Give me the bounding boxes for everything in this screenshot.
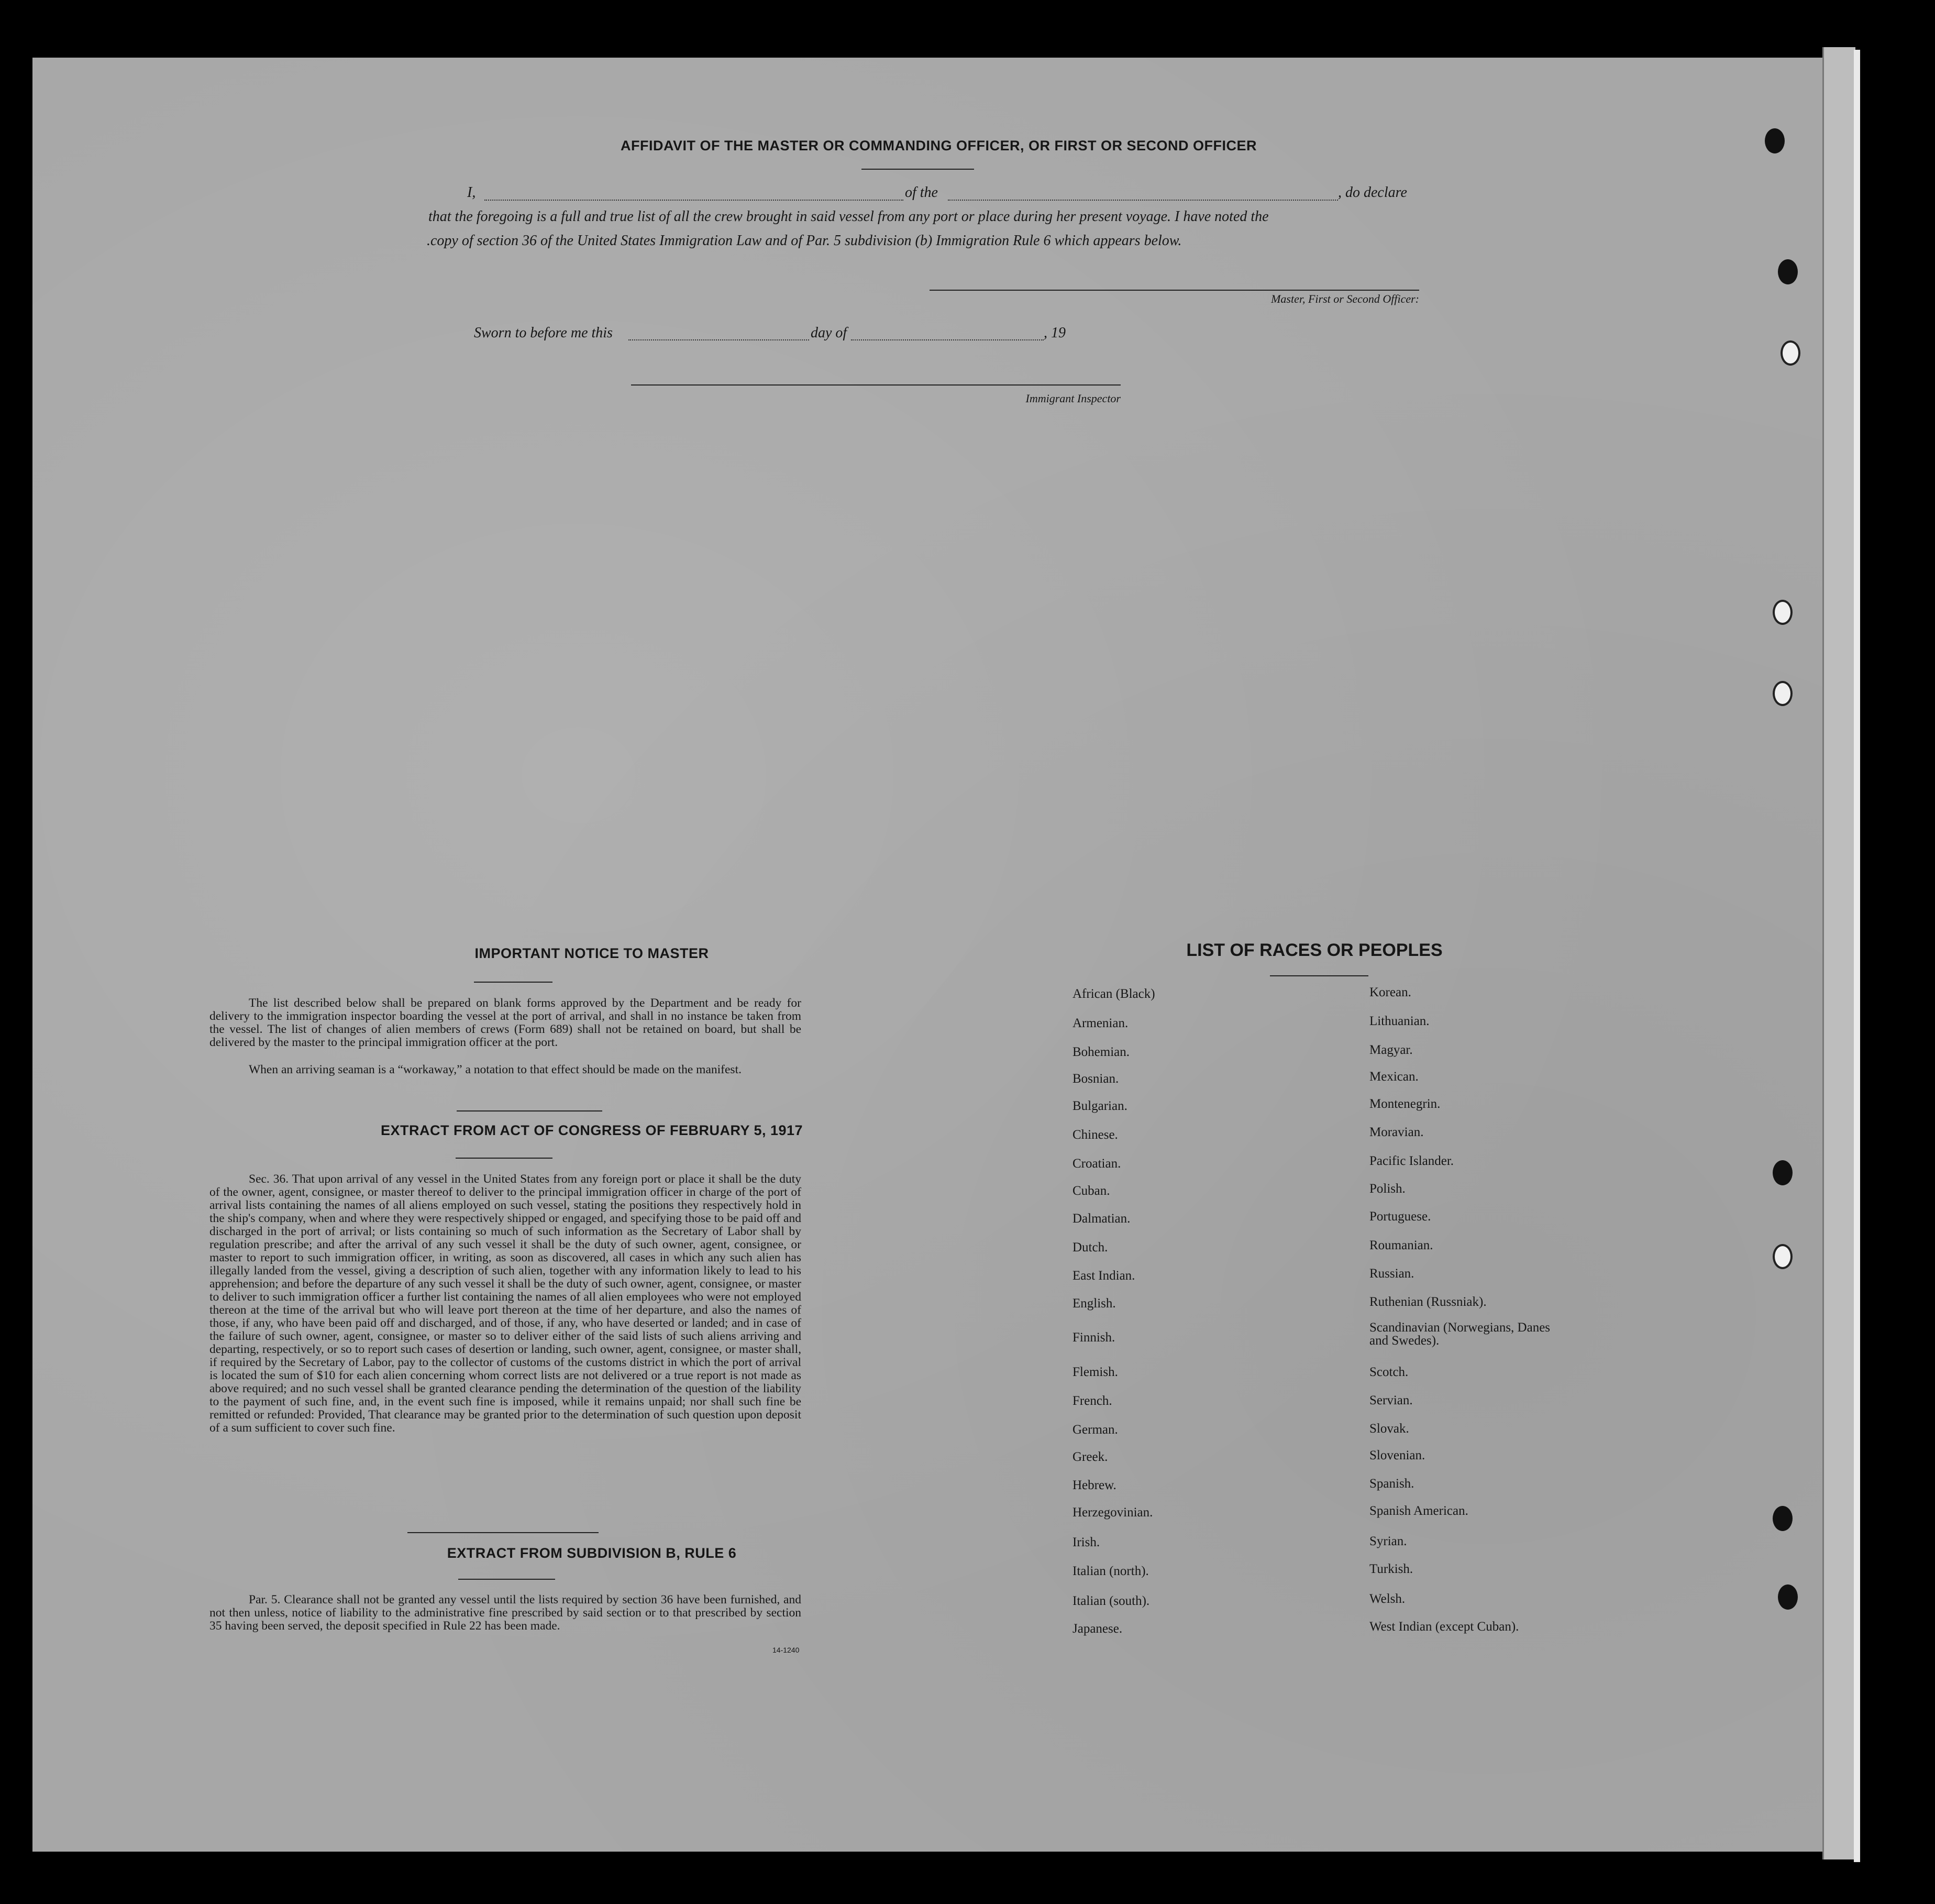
race-item: French. [1072, 1394, 1112, 1408]
race-item: Chinese. [1072, 1128, 1118, 1142]
races-title: LIST OF RACES OR PEOPLES [1186, 940, 1443, 960]
binder-hole [1778, 1584, 1798, 1610]
race-item: Slovenian. [1369, 1448, 1425, 1462]
rule-par-5-text: Par. 5. Clearance shall not be granted any vessel until the lists required by section 36 have been furnished, and not then unless, notice of liability to the administrative fine prescribed by said section or to that prescribed by section 35 having been served, the deposit specified in Rule 22 has been made. [209, 1593, 801, 1633]
signature-caption: Master, First or Second Officer: [1271, 292, 1419, 305]
act-extract-title: EXTRACT FROM ACT OF CONGRESS OF FEBRUARY 5, 1917 [380, 1122, 803, 1138]
race-item: Slovak. [1369, 1422, 1409, 1436]
race-item: Spanish. [1369, 1477, 1414, 1491]
race-item: Irish. [1072, 1535, 1100, 1549]
race-item: Russian. [1369, 1267, 1414, 1281]
signature-line [930, 290, 1419, 291]
form-number: 14-1240 [772, 1646, 800, 1654]
race-item: Herzegovinian. [1072, 1505, 1153, 1520]
race-item: Welsh. [1369, 1592, 1406, 1606]
race-item: Italian (south). [1072, 1594, 1150, 1608]
notice-title: IMPORTANT NOTICE TO MASTER [474, 945, 709, 961]
affidavit-line-3: .copy of section 36 of the United States Immigration Law and of Par. 5 subdivision (b) Immigration Rule 6 which appears below. [427, 233, 1182, 249]
race-item: Pacific Islander. [1369, 1154, 1454, 1168]
race-item: East Indian. [1072, 1269, 1135, 1283]
binder-hole [1773, 681, 1793, 706]
sworn-day-blank [628, 339, 809, 340]
race-item: African (Black) [1072, 987, 1155, 1001]
affidavit-do-declare: , do declare [1338, 184, 1407, 201]
race-item: Greek. [1072, 1450, 1108, 1464]
affidavit-i-label: I, [467, 184, 476, 201]
race-item: Croatian. [1072, 1157, 1121, 1171]
binder-hole [1773, 1160, 1793, 1185]
binder-hole [1778, 259, 1798, 284]
race-item: Spanish American. [1369, 1504, 1468, 1518]
title-underline [861, 169, 974, 170]
act-title-underline [456, 1158, 552, 1159]
race-item: Montenegrin. [1369, 1097, 1441, 1111]
page-edge-strip [1822, 47, 1855, 1859]
race-item: Bosnian. [1072, 1072, 1119, 1086]
race-item: Cuban. [1072, 1184, 1110, 1198]
notice-underline [474, 982, 552, 983]
race-item: Scotch. [1369, 1365, 1409, 1379]
race-item: Dalmatian. [1072, 1212, 1131, 1226]
race-item: Hebrew. [1072, 1478, 1116, 1492]
inspector-signature-line [631, 384, 1121, 386]
race-item: Polish. [1369, 1182, 1406, 1196]
race-item: Bohemian. [1072, 1045, 1130, 1059]
binder-hole [1773, 600, 1793, 625]
binder-hole [1765, 128, 1785, 153]
race-item: Bulgarian. [1072, 1099, 1127, 1113]
binder-hole [1781, 340, 1800, 366]
race-item: Syrian. [1369, 1534, 1407, 1548]
affidavit-of-the: of the [905, 184, 938, 201]
binder-hole [1773, 1506, 1793, 1531]
affidavit-title: AFFIDAVIT OF THE MASTER OR COMMANDING OFFICER, OR FIRST OR SECOND OFFICER [621, 138, 1257, 153]
rule-extract-title: EXTRACT FROM SUBDIVISION B, RULE 6 [447, 1545, 737, 1561]
notice-paragraph-2: When an arriving seaman is a “workaway,” a notation to that effect should be made on the manifest. [249, 1063, 742, 1076]
section-divider [457, 1110, 602, 1111]
race-item: Roumanian. [1369, 1238, 1433, 1252]
race-item: Ruthenian (Russniak). [1369, 1295, 1487, 1309]
month-blank [851, 339, 1044, 340]
page-right-edge [1854, 50, 1860, 1862]
day-of-label: day of [811, 325, 847, 341]
race-item: Portuguese. [1369, 1209, 1431, 1224]
race-item: Scandinavian (Norwegians, Danes and Swedes). [1369, 1320, 1551, 1348]
race-item: Armenian. [1072, 1016, 1129, 1030]
race-item: Magyar. [1369, 1043, 1413, 1057]
races-underline [1270, 975, 1368, 976]
race-item: West Indian (except Cuban). [1369, 1620, 1519, 1634]
race-item: Moravian. [1369, 1125, 1424, 1139]
race-item: German. [1072, 1423, 1118, 1437]
race-item: Japanese. [1072, 1622, 1123, 1636]
race-item: Mexican. [1369, 1070, 1419, 1084]
section-36-text: Sec. 36. That upon arrival of any vessel in the United States from any foreign port or place it shall be the duty of the owner, agent, consignee, or master thereof to deliver to the principal immigration officer in charge of the port of arrival lists containing the names of all aliens employed on such vessel, stating the positions they respectively hold in the ship's company, when and where they were respectively shipped or engaged, and specifying those to be paid off and discharged in the port of arrival; or lists containing so much of such information as the Secretary of Labor shall by regulation prescribe; and after the arrival of any such vessel it shall be the duty of such owner, agent, consignee, or master to report to such immigration officer, in writing, as soon as discovered, all cases in which any such alien has illegally landed from the vessel, giving a description of such alien, together with any information likely to lead to his apprehension; and before the departure of any such vessel it shall be the duty of such owner, agent, consignee, or master to deliver to such immigration officer a further list containing the names of all alien employees who were not employed thereon at the time of the arrival but who will leave port thereon at the time of her departure, and also the names of those, if any, who have been paid off and discharged, and of those, if any, who have deserted or landed; and in case of the failure of such owner, agent, consignee, or master so to deliver either of the said lists of such aliens arriving and departing, respectively, or so to report such cases of desertion or landing, such owner, agent, consignee, or master shall, if required by the Secretary of Labor, pay to the collector of customs of the customs district in which the port of arrival is located the sum of $10 for each alien concerning whom correct lists are not delivered or a true report is not made as above required; and no such vessel shall be granted clearance pending the determination of the question of the liability to the payment of such fine, and, in the event such fine is imposed, while it remains unpaid; nor shall such fine be remitted or refunded: Provided, That clearance may be granted prior to the determination of such question upon deposit of a sum sufficient to cover such fine. [209, 1172, 801, 1435]
race-item: English. [1072, 1296, 1116, 1311]
race-item: Finnish. [1072, 1330, 1115, 1345]
year-prefix: , 19 [1044, 325, 1066, 341]
section-divider [407, 1532, 599, 1533]
vessel-blank [948, 200, 1338, 201]
affidavit-line-2: that the foregoing is a full and true list of all the crew brought in said vessel from any port or place during her present voyage. I have noted the [428, 208, 1269, 225]
race-item: Lithuanian. [1369, 1014, 1430, 1028]
sworn-label: Sworn to before me this [474, 325, 613, 341]
race-item: Korean. [1369, 985, 1411, 999]
rule-title-underline [458, 1579, 555, 1580]
inspector-caption: Immigrant Inspector [1025, 392, 1121, 405]
race-item: Turkish. [1369, 1562, 1413, 1576]
race-item: Servian. [1369, 1393, 1413, 1407]
binder-hole [1773, 1244, 1793, 1269]
notice-paragraph-1: The list described below shall be prepared on blank forms approved by the Department and be ready for delivery to the immigration inspector boarding the vessel at the port of arrival, and shall in no instance be taken from the vessel. The list of changes of alien members of crews (Form 689) shall not be retained on board, but shall be delivered by the master to the principal immigration officer at the port. [209, 996, 801, 1049]
race-item: Flemish. [1072, 1365, 1118, 1379]
name-blank [484, 200, 903, 201]
race-item: Italian (north). [1072, 1564, 1149, 1578]
race-item: Dutch. [1072, 1240, 1108, 1254]
